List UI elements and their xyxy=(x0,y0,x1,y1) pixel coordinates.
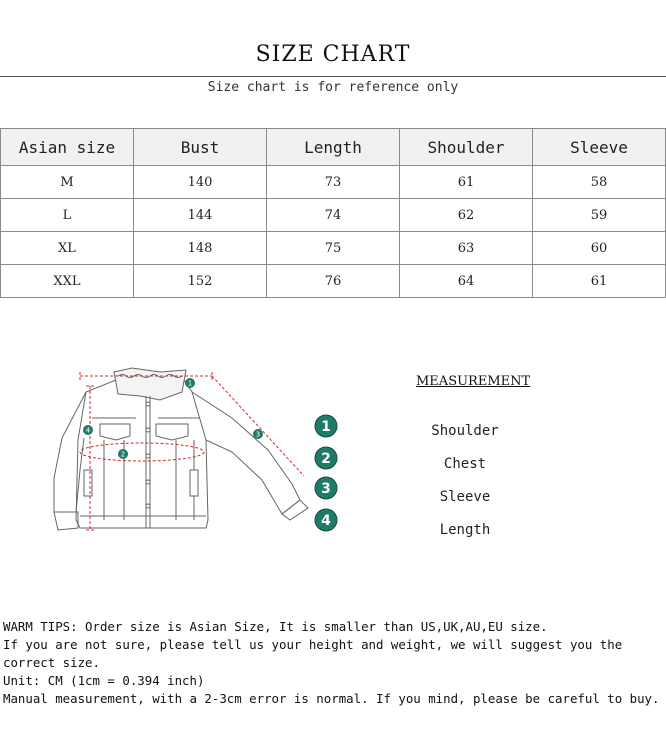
column-header-sleeve: Sleeve xyxy=(533,129,666,166)
tips-line-unit: Unit: CM (1cm = 0.394 inch) xyxy=(3,673,205,688)
table-cell: 61 xyxy=(400,166,533,199)
marker-3-icon xyxy=(315,477,337,499)
table-cell: M xyxy=(1,166,134,199)
table-cell: 61 xyxy=(533,265,666,298)
table-cell: 140 xyxy=(134,166,267,199)
svg-text:2: 2 xyxy=(120,450,126,459)
marker-4-label: 4 xyxy=(321,513,331,529)
table-cell: 62 xyxy=(400,199,533,232)
size-table xyxy=(0,128,666,298)
table-cell: 74 xyxy=(267,199,400,232)
title-divider xyxy=(0,76,666,77)
jacket-diagram xyxy=(48,360,348,545)
measurement-heading: MEASUREMENT xyxy=(416,374,531,389)
svg-text:4: 4 xyxy=(85,426,91,435)
table-cell: 148 xyxy=(134,232,267,265)
marker-3-label: 3 xyxy=(321,481,331,497)
table-cell: XXL xyxy=(1,265,134,298)
measurement-marker-list xyxy=(310,412,344,534)
page-subtitle: Size chart is for reference only xyxy=(207,80,459,95)
tips-line-warm: WARM TIPS: Order size is Asian Size, It is smaller than US,UK,AU,EU size. xyxy=(3,619,548,634)
marker-2-icon xyxy=(315,447,337,469)
column-header-bust: Bust xyxy=(134,129,267,166)
page-title: SIZE CHART xyxy=(255,42,411,67)
table-cell: 64 xyxy=(400,265,533,298)
table-cell: 73 xyxy=(267,166,400,199)
column-header-length: Length xyxy=(267,129,400,166)
column-header-shoulder: Shoulder xyxy=(400,129,533,166)
table-row xyxy=(1,166,666,199)
measurement-item-sleeve: Sleeve xyxy=(439,489,491,505)
marker-2-label: 2 xyxy=(321,451,331,467)
measurement-item-length: Length xyxy=(439,522,491,538)
measurement-item-chest: Chest xyxy=(443,456,487,472)
table-cell: XL xyxy=(1,232,134,265)
table-cell: 144 xyxy=(134,199,267,232)
table-cell: 60 xyxy=(533,232,666,265)
table-cell: L xyxy=(1,199,134,232)
marker-1-label: 1 xyxy=(321,419,331,435)
warm-tips xyxy=(3,618,663,708)
table-cell: 63 xyxy=(400,232,533,265)
measurement-item-shoulder: Shoulder xyxy=(431,423,499,439)
table-row xyxy=(1,265,666,298)
table-cell: 76 xyxy=(267,265,400,298)
table-cell: 58 xyxy=(533,166,666,199)
svg-text:3: 3 xyxy=(255,430,261,439)
table-header-row xyxy=(1,129,666,166)
svg-text:1: 1 xyxy=(187,379,193,388)
tips-line-suggest: If you are not sure, please tell us your height and weight, we will suggest you the correct size. xyxy=(3,637,630,670)
marker-4-icon xyxy=(315,509,337,531)
table-cell: 152 xyxy=(134,265,267,298)
table-cell: 59 xyxy=(533,199,666,232)
table-cell: 75 xyxy=(267,232,400,265)
marker-1-icon xyxy=(315,415,337,437)
table-row xyxy=(1,232,666,265)
tips-line-error: Manual measurement, with a 2-3cm error is normal. If you mind, please be careful to buy. xyxy=(3,691,660,706)
column-header-asian-size: Asian size xyxy=(1,129,134,166)
table-row xyxy=(1,199,666,232)
